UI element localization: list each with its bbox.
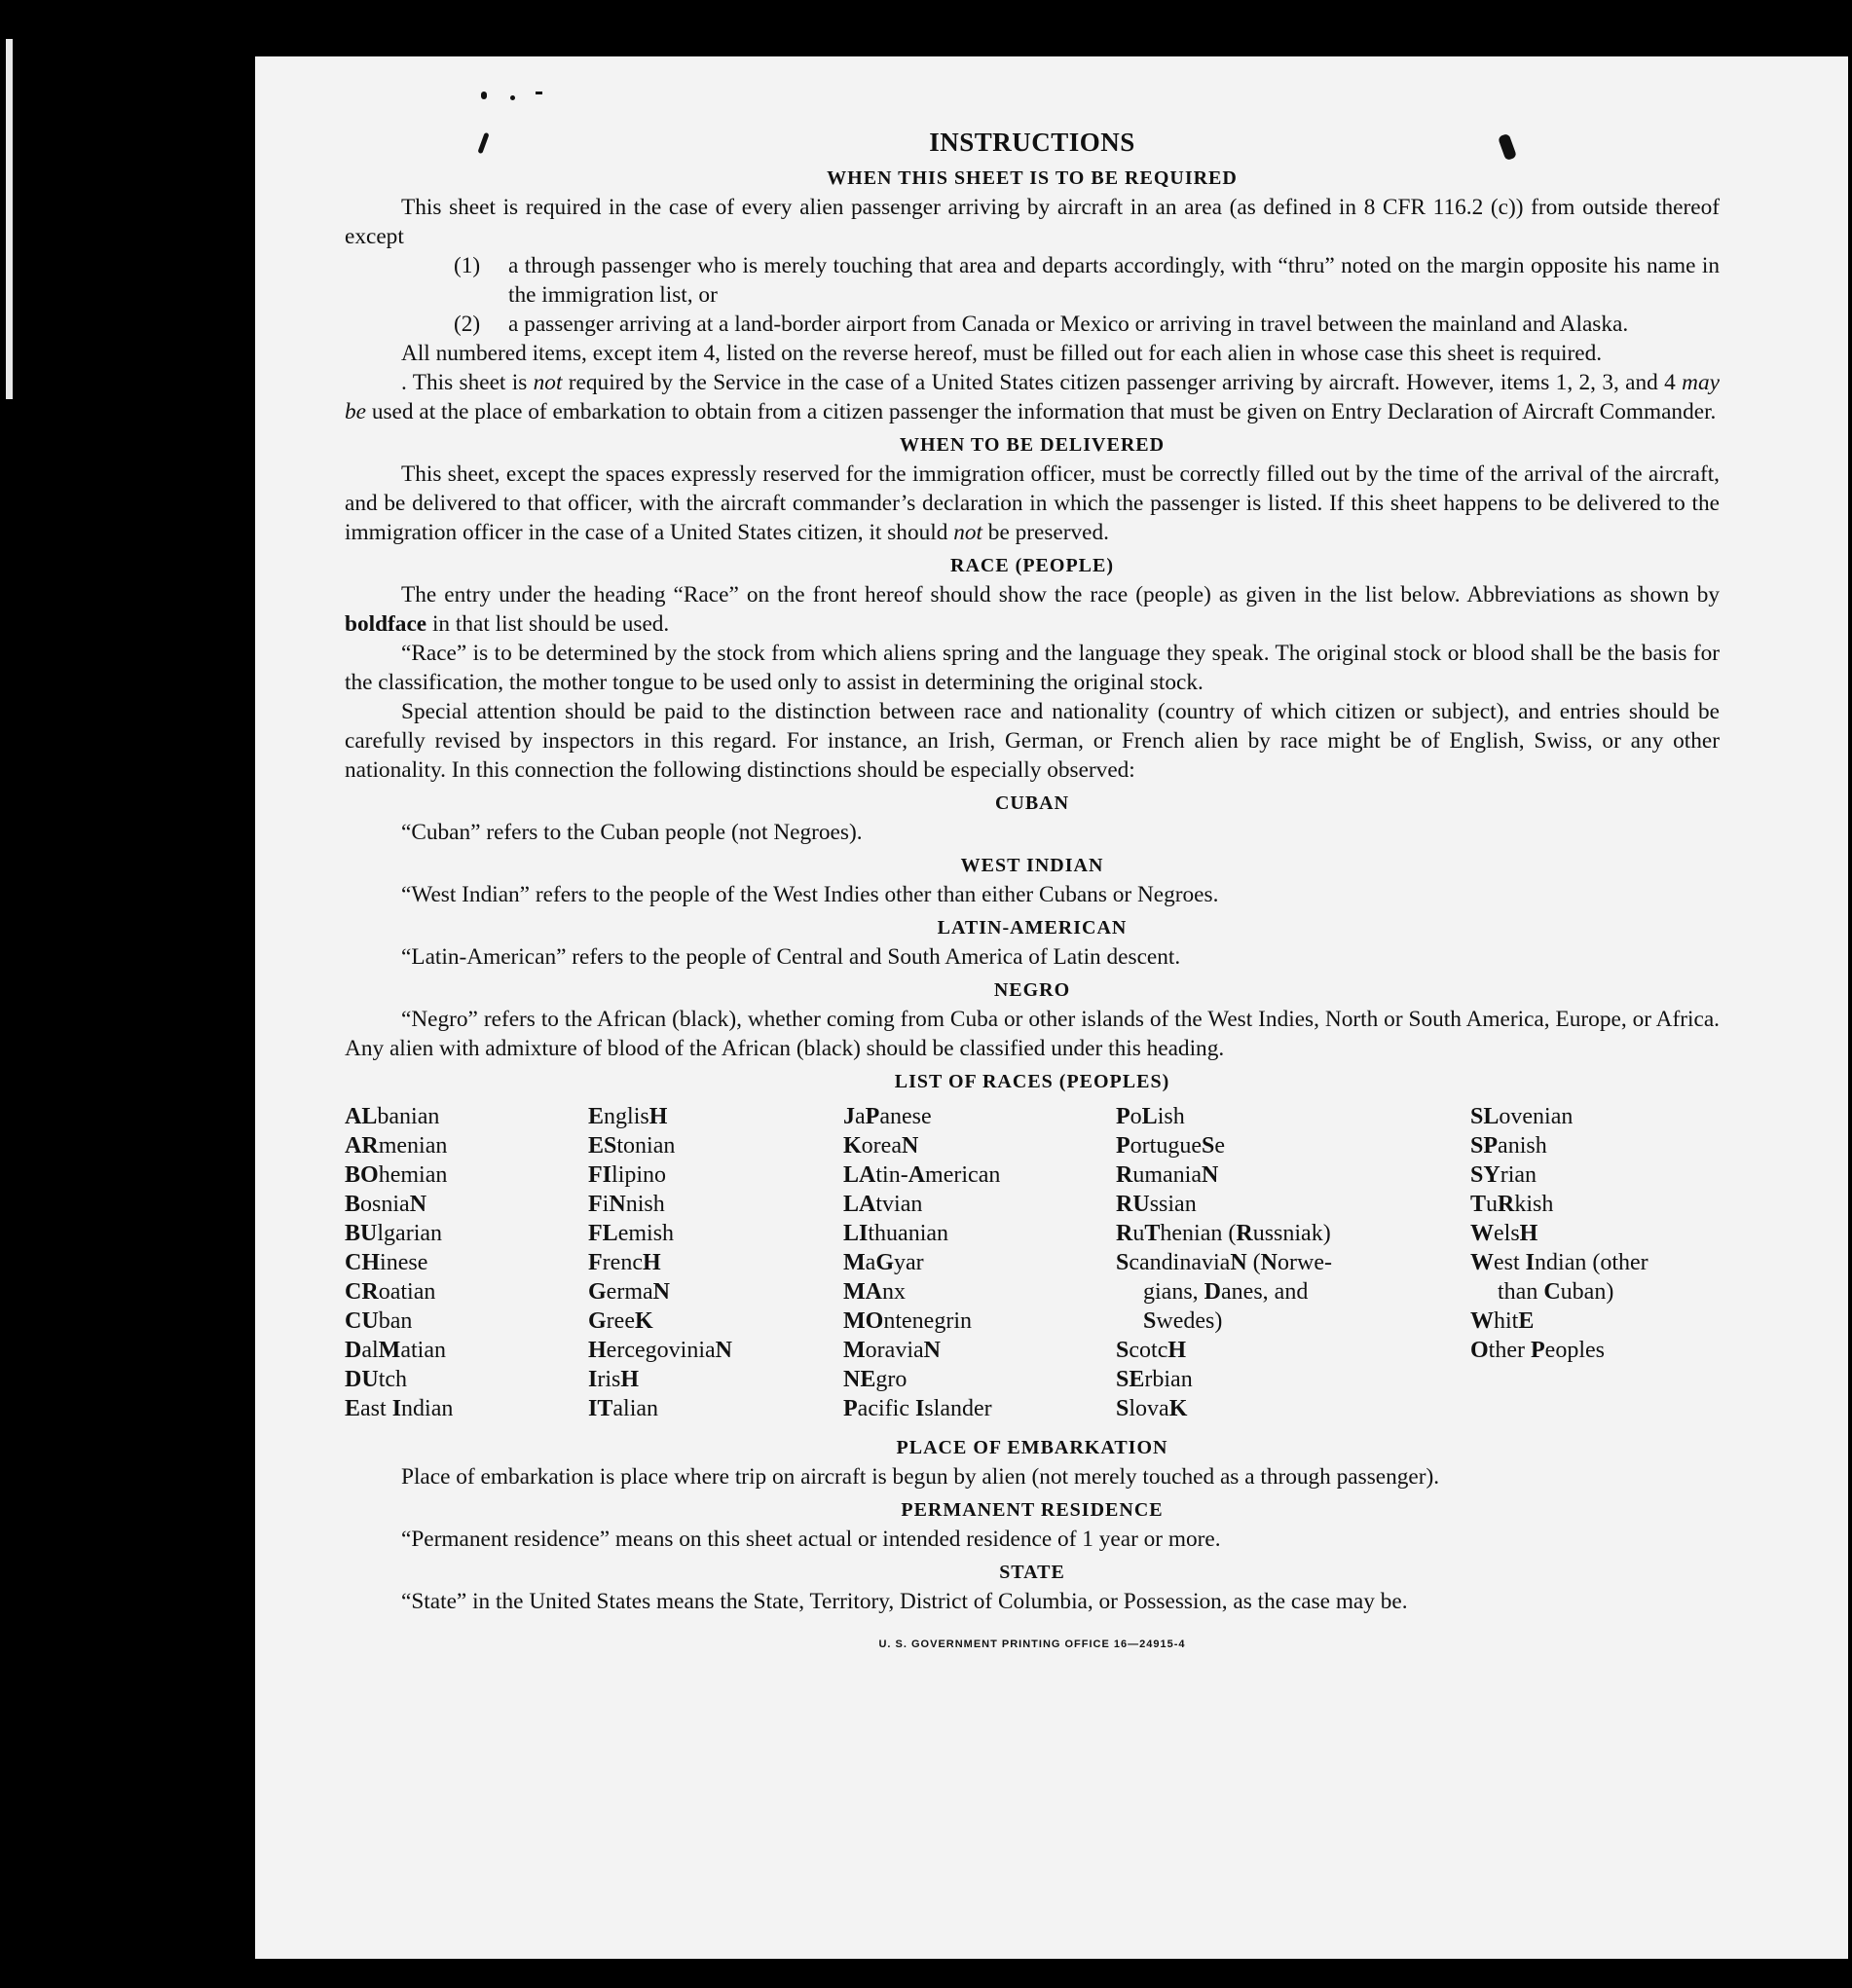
section-heading-negro: NEGRO	[993, 979, 1071, 1001]
text-run: used at the place of embarkation to obtain from a citizen passenger the information that must be given on Entry Declaration of Aircraft Commander.	[366, 399, 1717, 424]
paragraph: “West Indian” refers to the people of the West Indies other than either Cubans or Negroes.	[401, 882, 1219, 907]
race-entry: BosniaN	[345, 1192, 427, 1217]
italic-run: not	[533, 370, 563, 395]
race-entry: MOntenegrin	[843, 1308, 972, 1334]
section-heading-residence: PERMANENT RESIDENCE	[901, 1499, 1164, 1521]
section-heading-delivered: WHEN TO BE DELIVERED	[899, 434, 1166, 456]
ink-speck	[536, 92, 542, 94]
race-entry: MAnx	[843, 1279, 906, 1305]
paragraph: Place of embarkation is place where trip on aircraft is begun by alien (not merely touched as a through passenger).	[401, 1464, 1440, 1490]
race-entry: BOhemian	[345, 1162, 448, 1188]
race-entry: EStonian	[588, 1133, 676, 1159]
race-entry: PortugueSe	[1116, 1133, 1226, 1159]
paragraph: All numbered items, except item 4, listed on the reverse hereof, must be filled out for each alien in whose case this sheet is required.	[401, 341, 1603, 366]
race-entry: gians, Danes, and	[1143, 1279, 1309, 1305]
race-entry: ScotcH	[1116, 1338, 1187, 1363]
paragraph	[345, 580, 1720, 639]
races-column-3	[843, 1102, 1000, 1423]
text-run: be preserved.	[982, 520, 1109, 545]
paragraph	[345, 368, 1720, 426]
race-entry: SPanish	[1470, 1133, 1547, 1159]
race-entry: LIthuanian	[843, 1221, 949, 1246]
paragraph: Special attention should be paid to the distinction between race and nationality (country of which citizen or subject), and entries should be carefully revised by inspectors in this regard. For instance, an Irish, German, or French alien by race might be of English, Swiss, or any other nationality. In this connection the following distinctions should be especially observed:	[345, 699, 1720, 783]
text-run: The entry under the heading “Race” on the front hereof should show the race (people) as given in the list below. Abbreviations as shown by	[401, 582, 1720, 607]
race-entry: PoLish	[1116, 1104, 1185, 1129]
section-heading-west-indian: WEST INDIAN	[960, 855, 1104, 876]
race-entry: HercegoviniaN	[588, 1338, 732, 1363]
race-entry: IrisH	[588, 1367, 640, 1392]
race-entry: SlovaK	[1116, 1396, 1188, 1421]
race-entry: ScandinaviaN (Norwe-	[1116, 1250, 1333, 1275]
race-entry: NEgro	[843, 1367, 907, 1392]
race-entry: FLemish	[588, 1221, 675, 1246]
instructions-content	[345, 125, 1720, 1659]
race-entry: SLovenian	[1470, 1104, 1574, 1129]
race-entry: WhitE	[1470, 1308, 1535, 1334]
item-number: (1)	[454, 253, 481, 278]
section-heading-embarkation: PLACE OF EMBARKATION	[896, 1437, 1168, 1458]
paragraph: “Latin-American” refers to the people of Central and South America of Latin descent.	[401, 944, 1181, 970]
printer-imprint: U. S. GOVERNMENT PRINTING OFFICE 16—24915-4	[878, 1638, 1186, 1650]
races-column-1	[345, 1102, 453, 1423]
paragraph: “State” in the United States means the State, Territory, District of Columbia, or Possession, as the case may be.	[401, 1589, 1408, 1614]
ink-speck	[510, 95, 515, 100]
page-title: INSTRUCTIONS	[929, 128, 1135, 157]
text-run: in that list should be used.	[426, 611, 670, 637]
document-page	[255, 56, 1848, 1959]
race-entry: SYrian	[1470, 1162, 1537, 1188]
race-entry: ITalian	[588, 1396, 659, 1421]
race-entry: RUssian	[1116, 1192, 1197, 1217]
race-entry: CRoatian	[345, 1279, 436, 1305]
section-heading-required: WHEN THIS SHEET IS TO BE REQUIRED	[827, 167, 1238, 189]
races-list	[345, 1102, 1720, 1429]
race-entry: CUban	[345, 1308, 413, 1334]
race-entry: KoreaN	[843, 1133, 919, 1159]
race-entry: ARmenian	[345, 1133, 448, 1159]
race-entry: MoraviaN	[843, 1338, 941, 1363]
paragraph	[345, 460, 1720, 547]
scan-edge-strip	[6, 39, 13, 399]
section-heading-race: RACE (PEOPLE)	[950, 555, 1114, 576]
item-number: (2)	[454, 312, 481, 337]
race-entry: JaPanese	[843, 1104, 932, 1129]
race-entry: than Cuban)	[1498, 1279, 1614, 1305]
item-text: a passenger arriving at a land-border airport from Canada or Mexico or arriving in travel between the mainland and Alaska.	[508, 312, 1629, 337]
text-run: This sheet, except the spaces expressly reserved for the immigration officer, must be correctly filled out by the time of the arrival of the aircraft, and be delivered to that officer, with the aircraft commander’s declaration in which the passenger is listed. If this sheet happens to be delivered to the immigration officer in the case of a United States citizen, it should	[345, 461, 1720, 545]
race-entry: EnglisH	[588, 1104, 668, 1129]
race-entry: FiNnish	[588, 1192, 665, 1217]
section-heading-state: STATE	[999, 1562, 1065, 1583]
race-entry: West Indian (other	[1470, 1250, 1648, 1275]
paragraph: This sheet is required in the case of every alien passenger arriving by aircraft in an area (as defined in 8 CFR 116.2 (c)) from outside thereof except	[345, 195, 1720, 249]
italic-run: may be	[345, 370, 1720, 424]
race-entry: RumaniaN	[1116, 1162, 1219, 1188]
race-entry: Other Peoples	[1470, 1338, 1605, 1363]
ink-speck	[481, 92, 487, 99]
race-entry: DUtch	[345, 1367, 408, 1392]
race-entry: LAtvian	[843, 1192, 923, 1217]
race-entry: DalMatian	[345, 1338, 446, 1363]
race-entry: ALbanian	[345, 1104, 440, 1129]
races-column-4	[1116, 1102, 1332, 1423]
race-entry: WelsH	[1470, 1221, 1538, 1246]
paragraph: “Cuban” refers to the Cuban people (not Negroes).	[401, 820, 863, 845]
bold-run: boldface	[345, 611, 427, 637]
item-text: a through passenger who is merely touching that area and departs accordingly, with “thru” noted on the margin opposite his name in the immigration list, or	[508, 253, 1720, 308]
paragraph: “Permanent residence” means on this sheet actual or intended residence of 1 year or more.	[401, 1527, 1221, 1552]
race-entry: CHinese	[345, 1250, 428, 1275]
text-run: required by the Service in the case of a United States citizen passenger arriving by aircraft. However, items 1, 2, 3, and 4	[562, 370, 1683, 395]
race-entry: SErbian	[1116, 1367, 1193, 1392]
section-heading-cuban: CUBAN	[994, 792, 1070, 814]
race-entry: Swedes)	[1143, 1308, 1223, 1334]
race-entry: GreeK	[588, 1308, 653, 1334]
race-entry: East Indian	[345, 1396, 454, 1421]
race-entry: LAtin-American	[843, 1162, 1001, 1188]
italic-run: not	[953, 520, 982, 545]
races-column-2	[588, 1102, 732, 1423]
section-heading-latin-american: LATIN-AMERICAN	[937, 917, 1128, 939]
list-item	[345, 310, 1720, 339]
race-entry: Pacific Islander	[843, 1396, 992, 1421]
paragraph: “Negro” refers to the African (black), whether coming from Cuba or other islands of the West Indies, North or South America, Europe, or Africa. Any alien with admixture of blood of the African (black) should be classified under this heading.	[345, 1007, 1720, 1061]
race-entry: RuThenian (Russniak)	[1116, 1221, 1331, 1246]
list-item	[345, 251, 1720, 310]
races-column-5	[1470, 1102, 1648, 1365]
paragraph: “Race” is to be determined by the stock from which aliens spring and the language they speak. The original stock or blood shall be the basis for the classification, the mother tongue to be used only to assist in determining the original stock.	[345, 641, 1720, 695]
text-run: . This sheet is	[401, 370, 534, 395]
race-entry: GermaN	[588, 1279, 670, 1305]
race-entry: FIlipino	[588, 1162, 667, 1188]
race-entry: MaGyar	[843, 1250, 924, 1275]
race-entry: BUlgarian	[345, 1221, 443, 1246]
section-heading-list-of-races: LIST OF RACES (PEOPLES)	[894, 1071, 1170, 1092]
race-entry: FrencH	[588, 1250, 661, 1275]
race-entry: TuRkish	[1470, 1192, 1554, 1217]
